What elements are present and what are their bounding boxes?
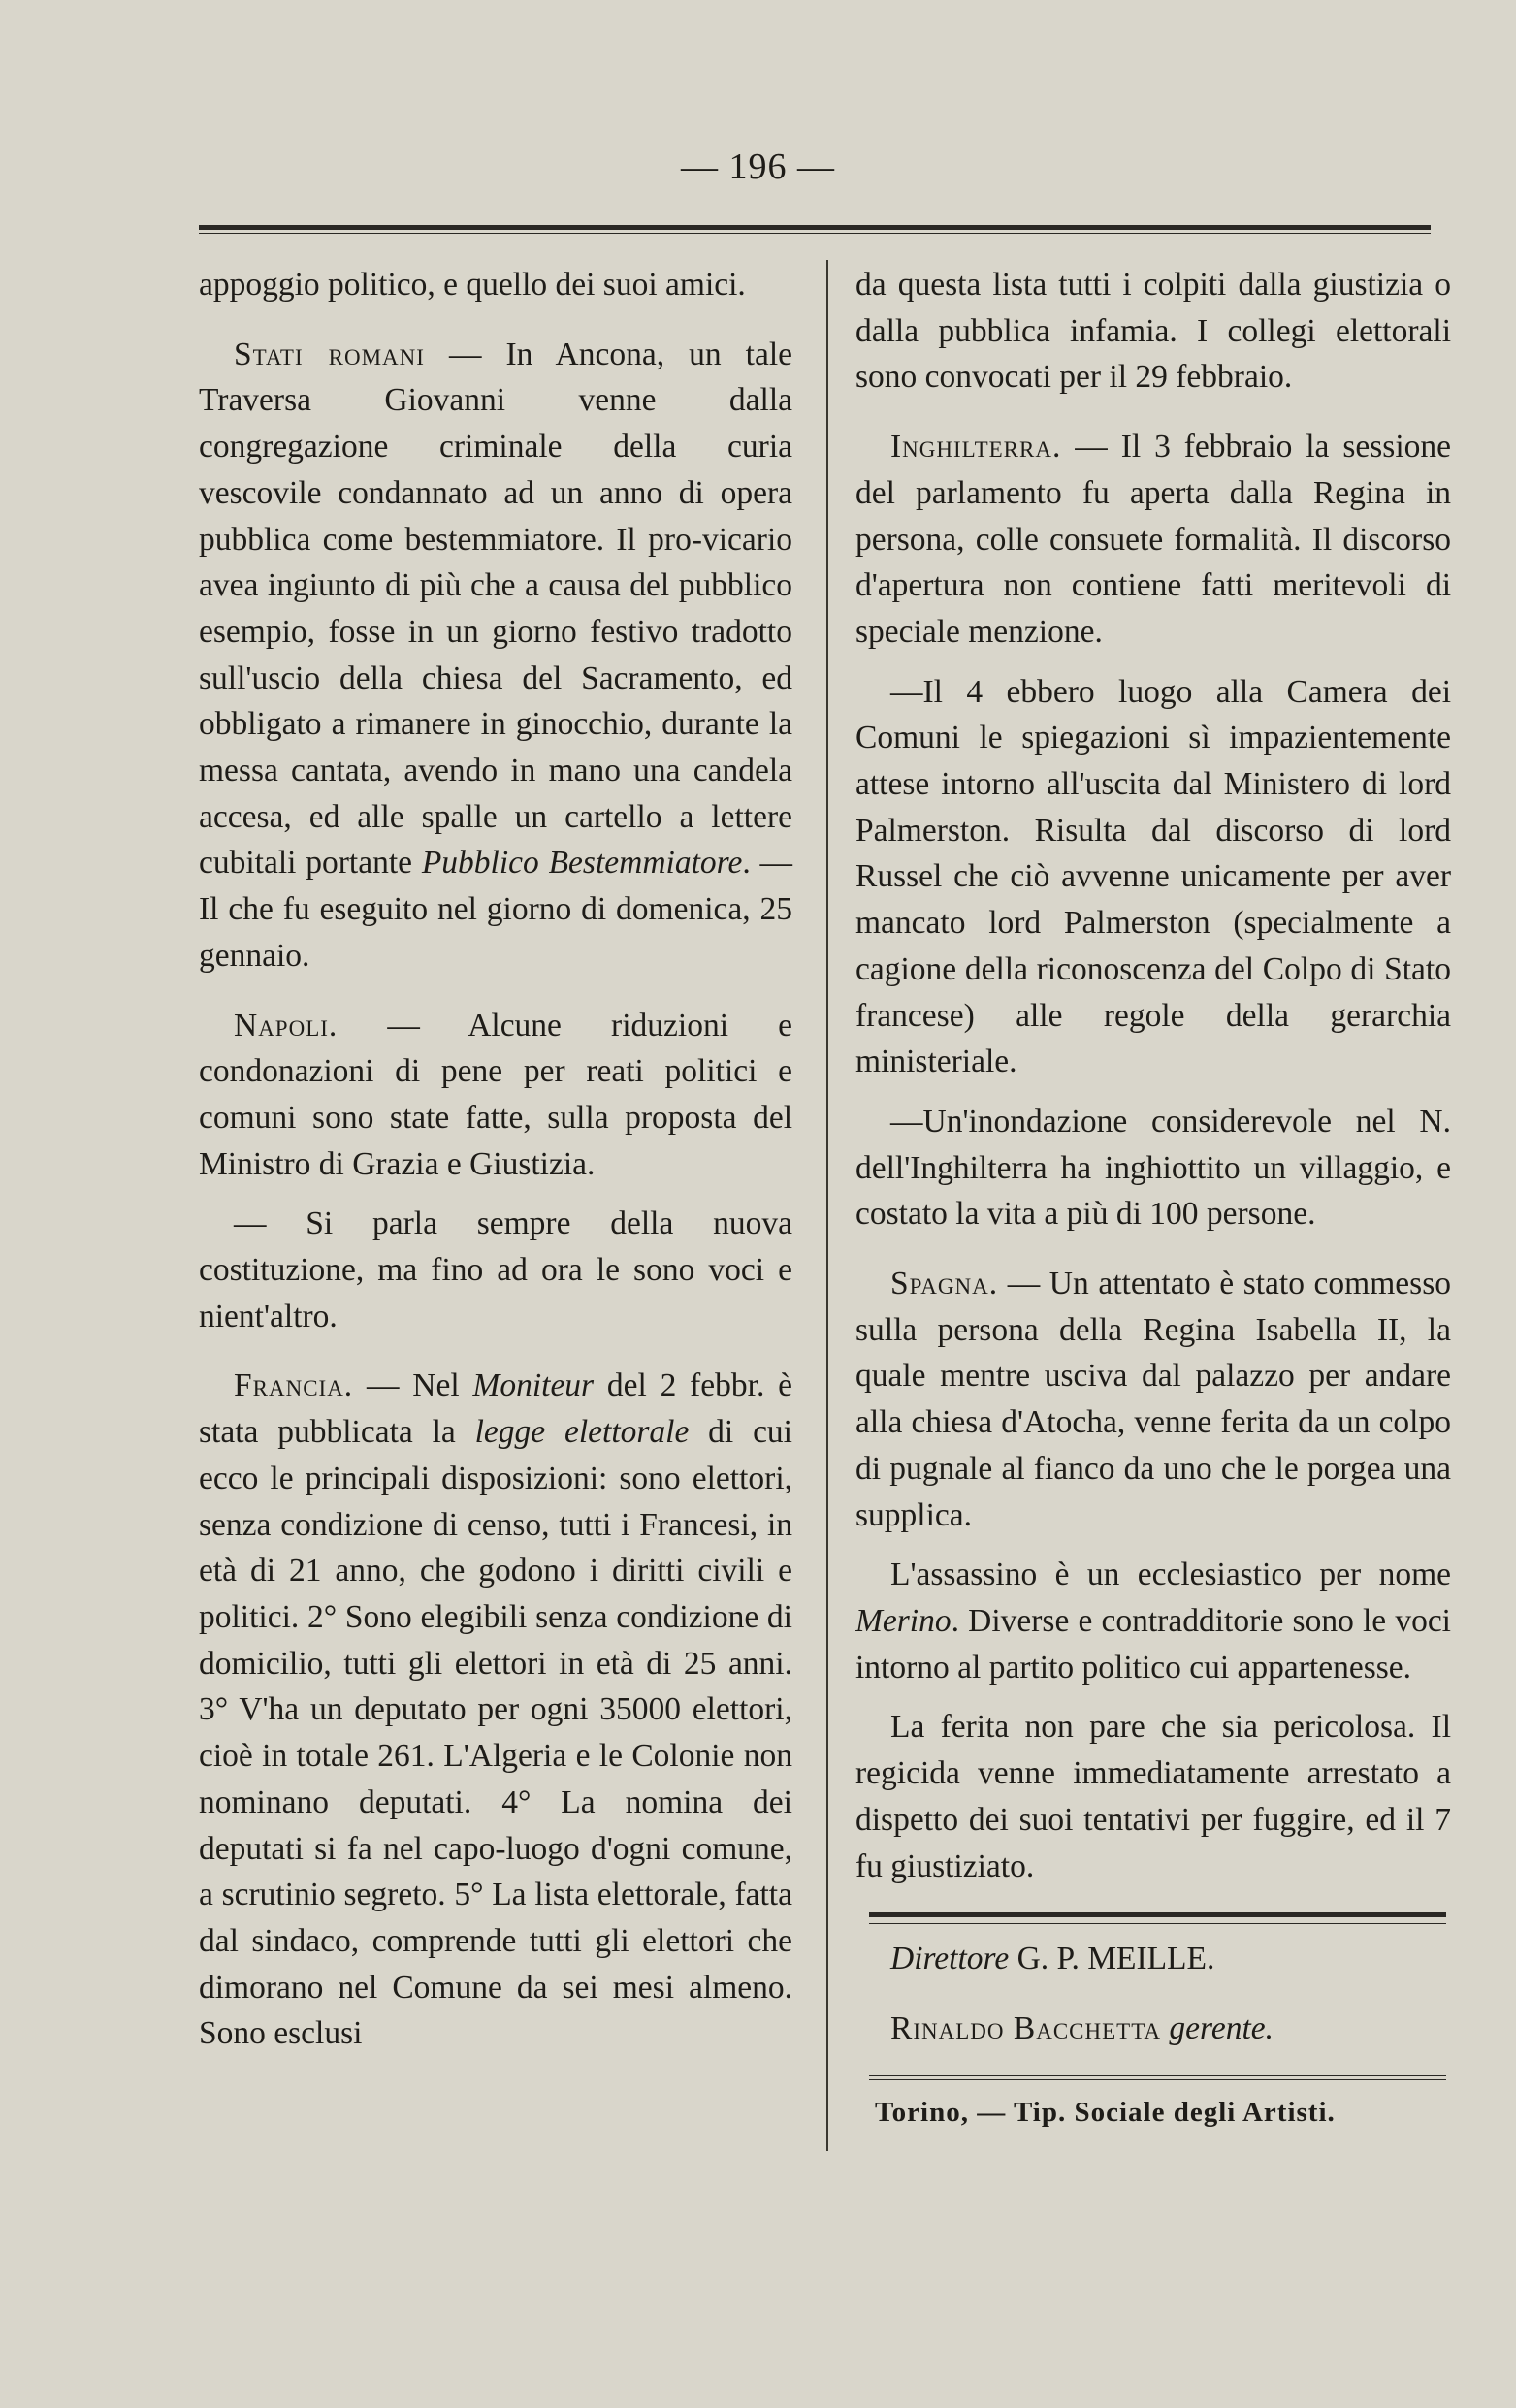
- italic-text: legge elettorale: [474, 1414, 690, 1451]
- gerente-name: Rinaldo Bacchetta: [890, 2009, 1162, 2046]
- footer-rule-thin: [869, 2075, 1446, 2080]
- paragraph-text: — Un attentato è stato commesso sulla persona della Regina Isabella II, la quale mentre usciva dal palazzo per andare alla chiesa d'Atocha, venne ferita da un colpo di pugnale al fianco da uno che le porgea una supplica.: [855, 1266, 1451, 1533]
- header-rule: [199, 225, 1431, 234]
- left-column: [199, 262, 792, 2080]
- column-divider: [826, 260, 828, 2151]
- section-heading-francia: Francia.: [234, 1367, 354, 1404]
- director-line: [855, 1936, 1451, 1982]
- paragraph-spagna-2: [855, 1552, 1451, 1690]
- italic-text: Pubblico Bestemmiatore: [421, 845, 743, 882]
- page-number: — 196 —: [681, 146, 835, 187]
- paragraph-text: — Il 3 febbraio la sessione del parlamento fu aperta dalla Regina in persona, colle consuete formalità. Il discorso d'apertura non contiene fatti meritevoli di speciale menzione.: [855, 429, 1451, 650]
- paragraph-continuation: da questa lista tutti i colpiti dalla giustizia o dalla pubblica infamia. I collegi elettorali sono convocati per il 29 febbraio.: [855, 267, 1451, 396]
- paragraph-napoli: [199, 1003, 792, 1188]
- director-label: Direttore: [890, 1941, 1010, 1977]
- gerente-label: gerente.: [1169, 2009, 1274, 2046]
- paragraph-continuation: [199, 262, 792, 308]
- director-name: G. P. MEILLE.: [1009, 1941, 1215, 1977]
- gerente-line: [855, 2006, 1451, 2052]
- paragraph-francia: [199, 1363, 792, 2057]
- paragraph-text: . Diverse e contradditorie sono le voci intorno al partito politico cui appartenesse.: [855, 1602, 1451, 1686]
- paragraph-inghilterra-2: —Il 4 ebbero luogo alla Camera dei Comuni le spiegazioni sì impazientemente attese intorno all'uscita dal Ministero di lord Palmerston. Risulta dal discorso di lord Russel che ciò avvenne unicamente per aver mancato lord Palmerston (specialmente a cagione della riconoscenza del Colpo di Stato francese) alle regole della gerarchia ministeriale.: [855, 673, 1451, 1080]
- section-heading-spagna: Spagna.: [890, 1266, 999, 1302]
- right-column: [855, 262, 1451, 2135]
- paragraph-inghilterra: [855, 424, 1451, 656]
- paragraph-text: L'assassino è un ecclesiastico per nome: [890, 1557, 1451, 1593]
- italic-text: Moniteur: [472, 1367, 595, 1404]
- footer-rule-thick: [869, 1912, 1446, 1924]
- paragraph-text: . — Il che fu eseguito nel giorno di domenica, 25 gennaio.: [199, 845, 792, 974]
- paragraph-text: — In Ancona, un tale Traversa Giovanni venne dalla congregazione criminale della curia vescovile condannato ad un anno di opera pubblica come bestemmiatore. Il pro-vicario avea ingiunto di più che a causa del pubblico esempio, fosse in un giorno festivo tradotto sull'uscio della chiesa del Sacramento, ed obbligato a rimanere in ginocchio, durante la messa cantata, avendo in mano una candela accesa, ed alle spalle un cartello a lettere cubitali portante: [199, 336, 793, 882]
- paragraph-text: appoggio politico, e quello dei suoi amici.: [199, 267, 746, 303]
- section-heading-inghilterra: Inghilterra.: [890, 429, 1062, 466]
- paragraph-text: — Alcune riduzioni e condonazioni di pene per reati politici e comuni sono state fatte, sulla proposta del Ministro di Grazia e Giustizia.: [199, 1007, 792, 1182]
- paragraph-stati-romani: [199, 332, 792, 979]
- paragraph-napoli-2: — Si parla sempre della nuova costituzione, ma fino ad ora le sono voci e nient'altro.: [199, 1205, 792, 1334]
- printer-imprint: Torino, — Tip. Sociale degli Artisti.: [875, 2096, 1336, 2128]
- paragraph-text: di cui ecco le principali disposizioni: sono elettori, senza condizione di censo, tutti i Francesi, in età di 21 anno, che godono i diritti civili e politici. 2° Sono elegibili senza condizione di domicilio, tutti gli elettori in età di 25 anni. 3° V'ha un deputato per ogni 35000 elettori, cioè in totale 261. L'Algeria e le Colonie non nominano deputati. 4° La nomina dei deputati si fa nel capo-luogo d'ogni comune, a scrutinio segreto. 5° La lista elettorale, fatta dal sindaco, comprende tutti gli elettori che dimorano nel Comune da sei mesi almeno. Sono esclusi: [199, 1414, 792, 2052]
- paragraph-inghilterra-3: —Un'inondazione considerevole nel N. dell'Inghilterra ha inghiottito un villaggio, e costato la vita a più di 100 persone.: [855, 1103, 1451, 1233]
- italic-text: Merino: [855, 1602, 952, 1639]
- paragraph-spagna-3: La ferita non pare che sia pericolosa. Il regicida venne immediatamente arrestato a dispetto dei suoi tentativi per fuggire, ed il 7 fu giustiziato.: [855, 1709, 1451, 1884]
- paragraph-text: del 2 febbr. è stata pubblicata la: [199, 1367, 792, 1451]
- paragraph-spagna: [855, 1261, 1451, 1538]
- section-heading-napoli: Napoli.: [234, 1007, 339, 1043]
- section-heading-stati-romani: Stati romani: [234, 336, 425, 372]
- paragraph-text: — Nel: [353, 1367, 473, 1404]
